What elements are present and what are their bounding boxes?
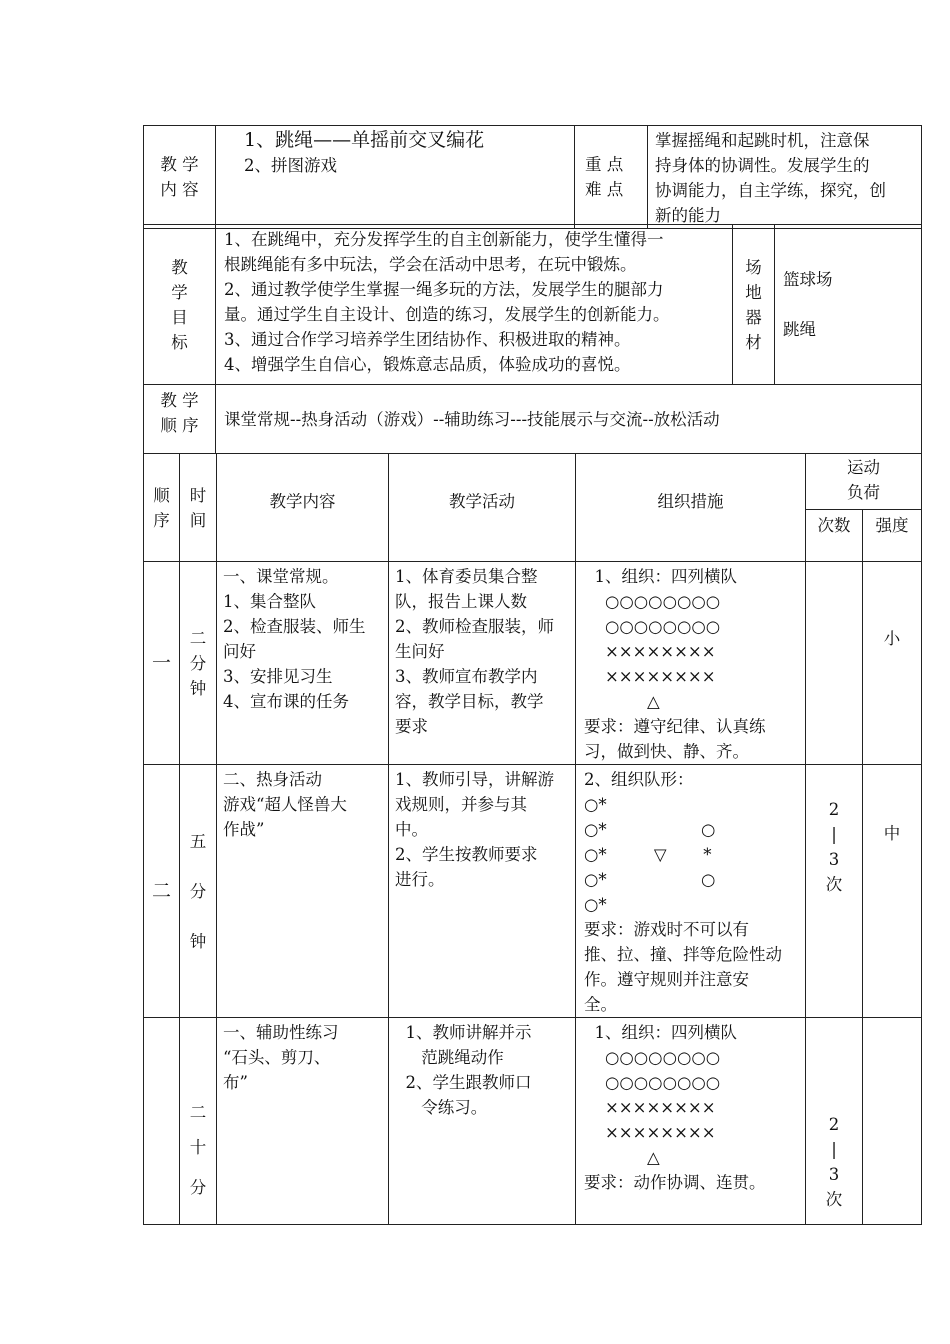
- row-time: 二 分 钟: [180, 562, 217, 765]
- row-content: 一、课堂常规。 1、集合整队 2、检查服装、师生 问好 3、安排见习生 4、宣布课的任务: [217, 562, 389, 765]
- key-text: 掌握摇绳和起跳时机，注意保 持身体的协调性。发展学生的 协调能力，自主学练，探究，创 新的能力: [648, 126, 922, 229]
- row-intensity: 小: [863, 562, 922, 765]
- header-content: 教学内容: [217, 454, 389, 562]
- row-order: [144, 1018, 180, 1225]
- row-time: 二 十 分: [180, 1018, 217, 1225]
- order-label: 教 学 顺 序: [144, 385, 216, 454]
- header-organization: 组织措施: [576, 454, 806, 562]
- venue-label: 场 地 器 材: [733, 225, 775, 385]
- header-order: 顺 序: [144, 454, 180, 562]
- row-order: 一: [144, 562, 180, 765]
- content-items: 1、跳绳——单摇前交叉编花 2、拼图游戏: [216, 126, 575, 229]
- row-activity: 1、教师引导，讲解游 戏规则，并参与其 中。 2、学生按教师要求 进行。: [389, 765, 576, 1018]
- header-load: 运动 负荷: [806, 454, 922, 510]
- info-table: [143, 125, 922, 229]
- goal-label: 教 学 目 标: [144, 225, 216, 385]
- row-content: 二、热身活动 游戏“超人怪兽大 作战”: [217, 765, 389, 1018]
- header-count: 次数: [806, 510, 863, 562]
- row-intensity: 中: [863, 765, 922, 1018]
- goal-table: [143, 224, 922, 385]
- row-count: 2 | 3 次: [806, 1018, 863, 1225]
- row-time: 五 分 钟: [180, 765, 217, 1018]
- goal-list: 1、在跳绳中，充分发挥学生的自主创新能力，使学生懂得一 根跳绳能有多中玩法，学会在活动中思考，在玩中锻炼。 2、通过教学使学生掌握一绳多玩的方法，发展学生的腿部力 量。通过学生自主设计、创造的练习，发展学生的创新能力。 3、通过合作学习培养学生团结协作、积极进取的精神。 4、增强学生自信心，锻炼意志品质，体验成功的喜悦。: [216, 225, 733, 385]
- row-organization: 2、组织队形： ○* ○* ○ ○* ▽ * ○* ○ ○* 要求：游戏时不可以有 推、拉、撞、拌等危险性动 作。遵守规则并注意安 全。: [576, 765, 806, 1018]
- order-text: 课堂常规--热身活动（游戏）--辅助练习---技能展示与交流--放松活动: [216, 385, 922, 454]
- header-time: 时 间: [180, 454, 217, 562]
- row-count: [806, 562, 863, 765]
- row-content: 一、辅助性练习 “石头、剪刀、 布”: [217, 1018, 389, 1225]
- header-activity: 教学活动: [389, 454, 576, 562]
- row-activity: 1、教师讲解并示 范跳绳动作 2、学生跟教师口 令练习。: [389, 1018, 576, 1225]
- lesson-table: [143, 453, 922, 1225]
- table-row: [144, 765, 922, 1018]
- key-label: 重 点 难 点: [575, 126, 648, 229]
- row-organization: 1、组织：四列横队 ○○○○○○○○ ○○○○○○○○ ×××××××× ×××××××× △ 要求：遵守纪律、认真练 习，做到快、静、齐。: [576, 562, 806, 765]
- row-organization: 1、组织：四列横队 ○○○○○○○○ ○○○○○○○○ ×××××××× ×××××××× △ 要求：动作协调、连贯。: [576, 1018, 806, 1225]
- venue-values: 篮球场 跳绳: [775, 225, 922, 385]
- table-row: [144, 562, 922, 765]
- header-intensity: 强度: [863, 510, 922, 562]
- content-label: 教 学 内 容: [144, 126, 216, 229]
- order-table: [143, 384, 922, 454]
- row-count: 2 | 3 次: [806, 765, 863, 1018]
- row-order: 二: [144, 765, 180, 1018]
- row-intensity: [863, 1018, 922, 1225]
- row-activity: 1、体育委员集合整 队，报告上课人数 2、教师检查服装，师 生问好 3、教师宣布教学内 容，教学目标，教学 要求: [389, 562, 576, 765]
- table-row: [144, 1018, 922, 1225]
